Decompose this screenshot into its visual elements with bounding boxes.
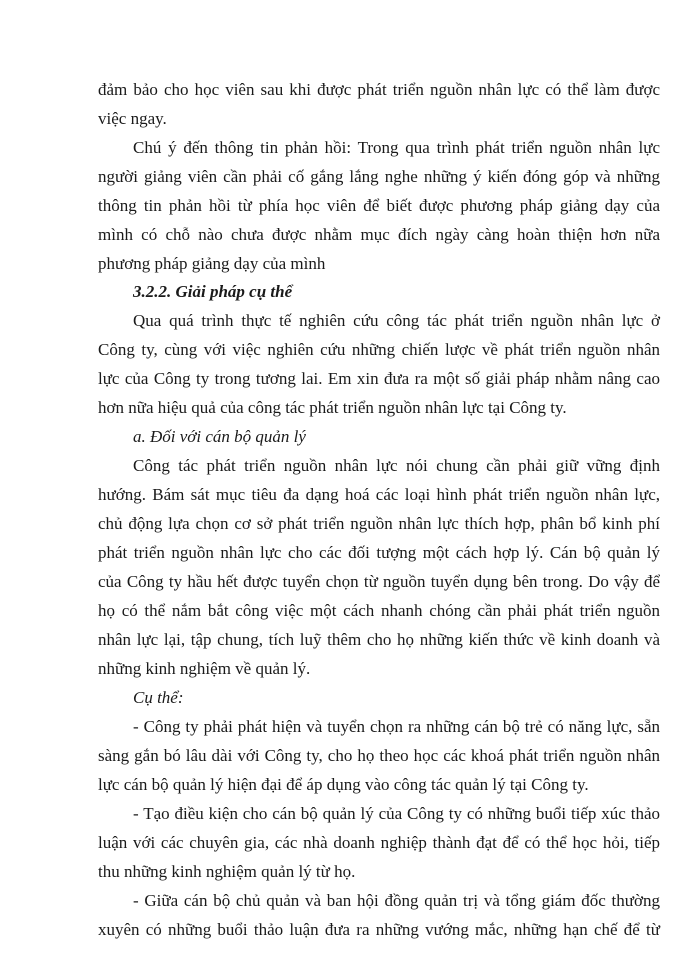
body-text-line: hướng. Bám sát mục tiêu đa dạng hoá các loại hình phát triển nguồn nhân lực, bbox=[98, 485, 660, 504]
body-text-line: thu những kinh nghiệm quản lý từ họ. bbox=[98, 862, 356, 881]
body-text-line: thông tin phản hồi từ phía học viên để biết được phương pháp giảng dạy của bbox=[98, 196, 660, 215]
body-text-line: - Tạo điều kiện cho cán bộ quản lý của Công ty có những buổi tiếp xúc thảo bbox=[133, 804, 660, 823]
body-text-line: đảm bảo cho học viên sau khi được phát triển nguồn nhân lực có thể làm được bbox=[98, 80, 660, 99]
body-text-line: của Công ty hầu hết được tuyển chọn từ nguồn tuyển dụng bên trong. Do vậy để bbox=[98, 572, 660, 591]
body-text-line: sàng gắn bó lâu dài với Công ty, cho họ theo học các khoá phát triển nguồn nhân bbox=[98, 746, 660, 765]
body-text-line: hơn nữa hiệu quả của công tác phát triển nguồn nhân lực tại Công ty. bbox=[98, 398, 567, 417]
body-text-line: lực của Công ty trong tương lai. Em xin đưa ra một số giải pháp nhằm nâng cao bbox=[98, 369, 660, 388]
body-text-line: mình có chỗ nào chưa được nhằm mục đích ngày càng hoàn thiện hơn nữa bbox=[98, 225, 660, 244]
body-text-line: xuyên có những buổi thảo luận đưa ra những vướng mắc, những hạn chế để từ bbox=[98, 920, 660, 939]
body-text-line: họ có thể nắm bắt công việc một cách nhanh chóng cần phải phát triển nguồn bbox=[98, 601, 660, 620]
body-text-line: Qua quá trình thực tế nghiên cứu công tác phát triển nguồn nhân lực ở bbox=[133, 311, 660, 330]
body-text-line: Công tác phát triển nguồn nhân lực nói chung cần phải giữ vững định bbox=[133, 456, 660, 475]
body-text-line: Chú ý đến thông tin phản hồi: Trong qua trình phát triển nguồn nhân lực bbox=[133, 138, 660, 157]
section-heading: 3.2.2. Giải pháp cụ thể bbox=[133, 282, 293, 301]
subsection-heading: a. Đối với cán bộ quản lý bbox=[133, 427, 306, 446]
body-text-line: phát triển nguồn nhân lực cho các đối tượng một cách hợp lý. Cán bộ quản lý bbox=[98, 543, 660, 562]
body-text-line: nhân lực lại, tập chung, tích luỹ thêm cho họ những kiến thức về kinh doanh và bbox=[98, 630, 660, 649]
body-text-line: việc ngay. bbox=[98, 109, 167, 128]
body-text-line: người giảng viên cần phải cố gắng lắng nghe những ý kiến đóng góp và những bbox=[98, 167, 660, 186]
subsection-label: Cụ thể: bbox=[133, 688, 184, 707]
body-text-line: luận với các chuyên gia, các nhà doanh nghiệp thành đạt để có thể học hỏi, tiếp bbox=[98, 833, 660, 852]
body-text-line: những kinh nghiệm về quản lý. bbox=[98, 659, 311, 678]
body-text-line: - Giữa cán bộ chủ quản và ban hội đồng quản trị và tổng giám đốc thường bbox=[133, 891, 660, 910]
body-text-line: phương pháp giảng dạy của mình bbox=[98, 254, 326, 273]
body-text-line: - Công ty phải phát hiện và tuyển chọn ra những cán bộ trẻ có năng lực, sẵn bbox=[133, 717, 660, 736]
body-text-line: lực cán bộ quản lý hiện đại để áp dụng vào công tác quản lý tại Công ty. bbox=[98, 775, 589, 794]
body-text-line: chủ động lựa chọn cơ sở phát triển nguồn nhân lực thích hợp, phân bổ kinh phí bbox=[98, 514, 660, 533]
body-text-line: Công ty, cùng với việc nghiên cứu những chiến lược về phát triển nguồn nhân bbox=[98, 340, 660, 359]
